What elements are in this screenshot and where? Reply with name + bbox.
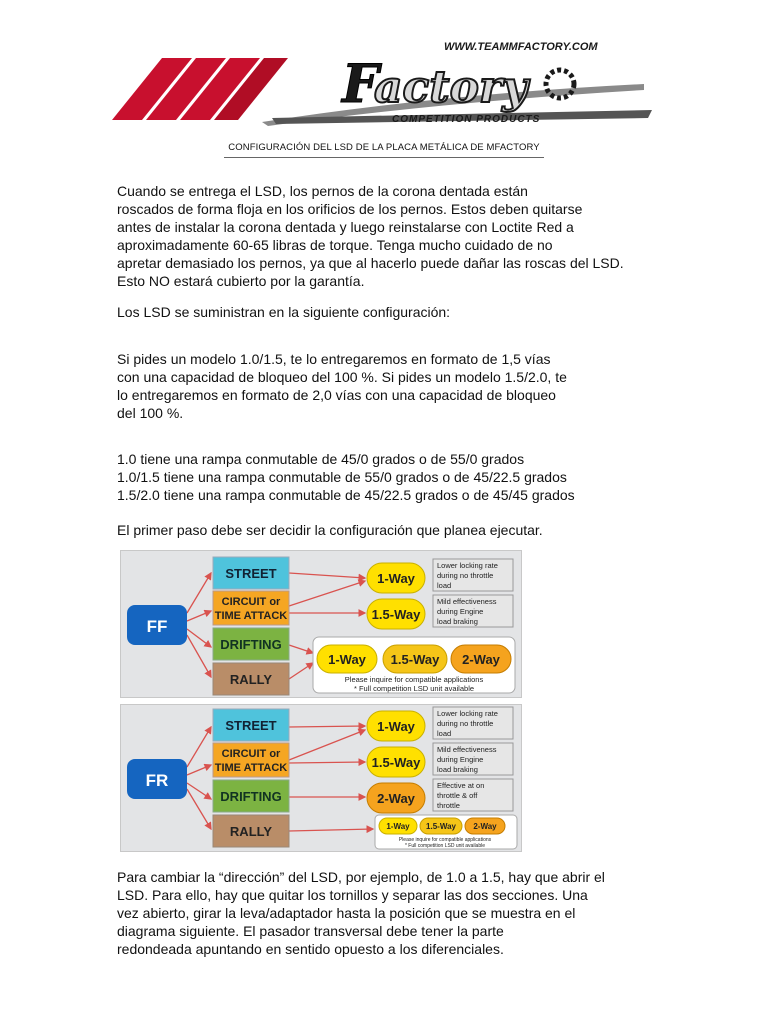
text-line: El primer paso debe ser decidir la configuración que planea ejecutar. (117, 522, 543, 538)
fr-inquire-line-1: Please inquire for compatible applications (398, 837, 492, 843)
fr-1way-desc-1: Lower locking rate (437, 709, 498, 718)
ff-drive-label: FF (146, 617, 168, 636)
fr-2way-desc-2: throttle & off (437, 791, 478, 800)
ff-1way-desc-3: load (437, 581, 452, 590)
ff-config-diagram (120, 550, 522, 698)
fr-15way-label: 1.5-Way (371, 755, 421, 770)
text-line: vez abierto, girar la leva/adaptador hasta la posición que se muestra en el (117, 905, 576, 921)
text-line: Si pides un modelo 1.0/1.5, te lo entregaremos en formato de 1,5 vías (117, 351, 551, 367)
text-line: Cuando se entrega el LSD, los pernos de la corona dentada están (117, 183, 528, 199)
paragraph-delivery-note (117, 182, 677, 290)
fr-street-label: STREET (225, 718, 277, 733)
ff-1way-desc-2: during no throttle (437, 571, 494, 580)
text-line: diagrama siguiente. El pasador transversal debe tener la parte (117, 923, 504, 939)
ff-15way-label: 1.5-Way (371, 607, 421, 622)
ff-15way-desc-1: Mild effectiveness (437, 597, 497, 606)
ff-street-label: STREET (225, 566, 277, 581)
ff-1way-label: 1-Way (377, 571, 415, 586)
text-line: Para cambiar la “dirección” del LSD, por ejemplo, de 1.0 a 1.5, hay que abrir el (117, 869, 605, 885)
ff-15way-desc-3: load braking (437, 617, 478, 626)
fr-drifting-label: DRIFTING (220, 789, 282, 804)
ff-panel-15way-label: 1.5-Way (390, 652, 440, 667)
logo-url: WWW.TEAMMFACTORY.COM (444, 41, 598, 53)
text-line: aproximadamente 60-65 libras de torque. Tenga mucho cuidado de no (117, 237, 553, 253)
text-line: 1.0/1.5 tiene una rampa conmutable de 55/0 grados o de 45/22.5 grados (117, 469, 567, 485)
fr-15way-desc-3: load braking (437, 765, 478, 774)
ff-panel-1way-label: 1-Way (328, 652, 366, 667)
svg-text:actory: actory (374, 62, 528, 113)
fr-drive-label: FR (145, 771, 169, 790)
text-line: 1.0 tiene una rampa conmutable de 45/0 grados o de 55/0 grados (117, 451, 525, 467)
fr-1way-desc-3: load (437, 729, 452, 738)
fr-2way-desc-1: Effective at on (437, 781, 485, 790)
ff-panel-2way-label: 2-Way (462, 652, 500, 667)
svg-text:F: F (342, 54, 379, 115)
fr-panel-2way-label: 2-Way (473, 822, 497, 831)
ff-circuit-label-2: TIME ATTACK (214, 610, 288, 622)
fr-15way-desc-1: Mild effectiveness (437, 745, 497, 754)
fr-circuit-label-1: CIRCUIT or (221, 748, 281, 760)
ff-1way-desc-1: Lower locking rate (437, 561, 498, 570)
text-line: redondeada apuntando en sentido opuesto a los diferenciales. (117, 941, 504, 957)
text-line: 1.5/2.0 tiene una rampa conmutable de 45/22.5 grados o de 45/45 grados (117, 487, 575, 503)
fr-inquire-line-2: * Full competition LSD unit available (404, 843, 486, 849)
text-line: LSD. Para ello, hay que quitar los tornillos y separar las dos secciones. Una (117, 887, 588, 903)
fr-config-diagram (120, 704, 522, 852)
fr-panel-1way-label: 1-Way (386, 822, 410, 831)
fr-2way-label: 2-Way (377, 791, 415, 806)
text-line: apretar demasiado los pernos, ya que al hacerlo puede dañar las roscas del LSD. (117, 255, 624, 271)
fr-rally-label: RALLY (229, 824, 273, 839)
fr-1way-label: 1-Way (377, 719, 415, 734)
text-line: lo entregaremos en formato de 2,0 vías con una capacidad de bloqueo (117, 387, 556, 403)
ff-circuit-label-1: CIRCUIT or (221, 596, 281, 608)
fr-panel-15way-label: 1.5-Way (426, 822, 456, 831)
paragraph-change-direction (117, 868, 677, 958)
paragraph-first-step (117, 521, 677, 539)
document-subtitle: CONFIGURACIÓN DEL LSD DE LA PLACA METÁLICA DE MFACTORY (224, 142, 544, 158)
paragraph-model-format (117, 350, 677, 422)
text-line: con una capacidad de bloqueo del 100 %. Si pides un modelo 1.5/2.0, te (117, 369, 567, 385)
ff-inquire-line-2: * Full competition LSD unit available (353, 684, 475, 693)
ff-rally-label: RALLY (229, 672, 273, 687)
text-line: del 100 %. (117, 405, 184, 421)
text-line: Los LSD se suministran en la siguiente configuración: (117, 304, 451, 320)
fr-circuit-label-2: TIME ATTACK (214, 762, 288, 774)
text-line: roscados de forma floja en los orificios de los pernos. Estos deben quitarse (117, 201, 583, 217)
paragraph-config-intro (117, 303, 677, 321)
fr-2way-desc-3: throttle (437, 801, 460, 810)
logo-tagline: COMPETITION PRODUCTS (392, 114, 541, 125)
mfactory-logo (112, 36, 656, 132)
ff-drifting-label: DRIFTING (220, 637, 282, 652)
text-line: antes de instalar la corona dentada y luego reinstalarse con Loctite Red a (117, 219, 574, 235)
fr-1way-desc-2: during no throttle (437, 719, 494, 728)
paragraph-ramp-list (117, 450, 677, 504)
text-line: Esto NO estará cubierto por la garantía. (117, 273, 365, 289)
fr-15way-desc-2: during Engine (437, 755, 484, 764)
ff-15way-desc-2: during Engine (437, 607, 484, 616)
ff-inquire-line-1: Please inquire for compatible applications (344, 675, 484, 684)
